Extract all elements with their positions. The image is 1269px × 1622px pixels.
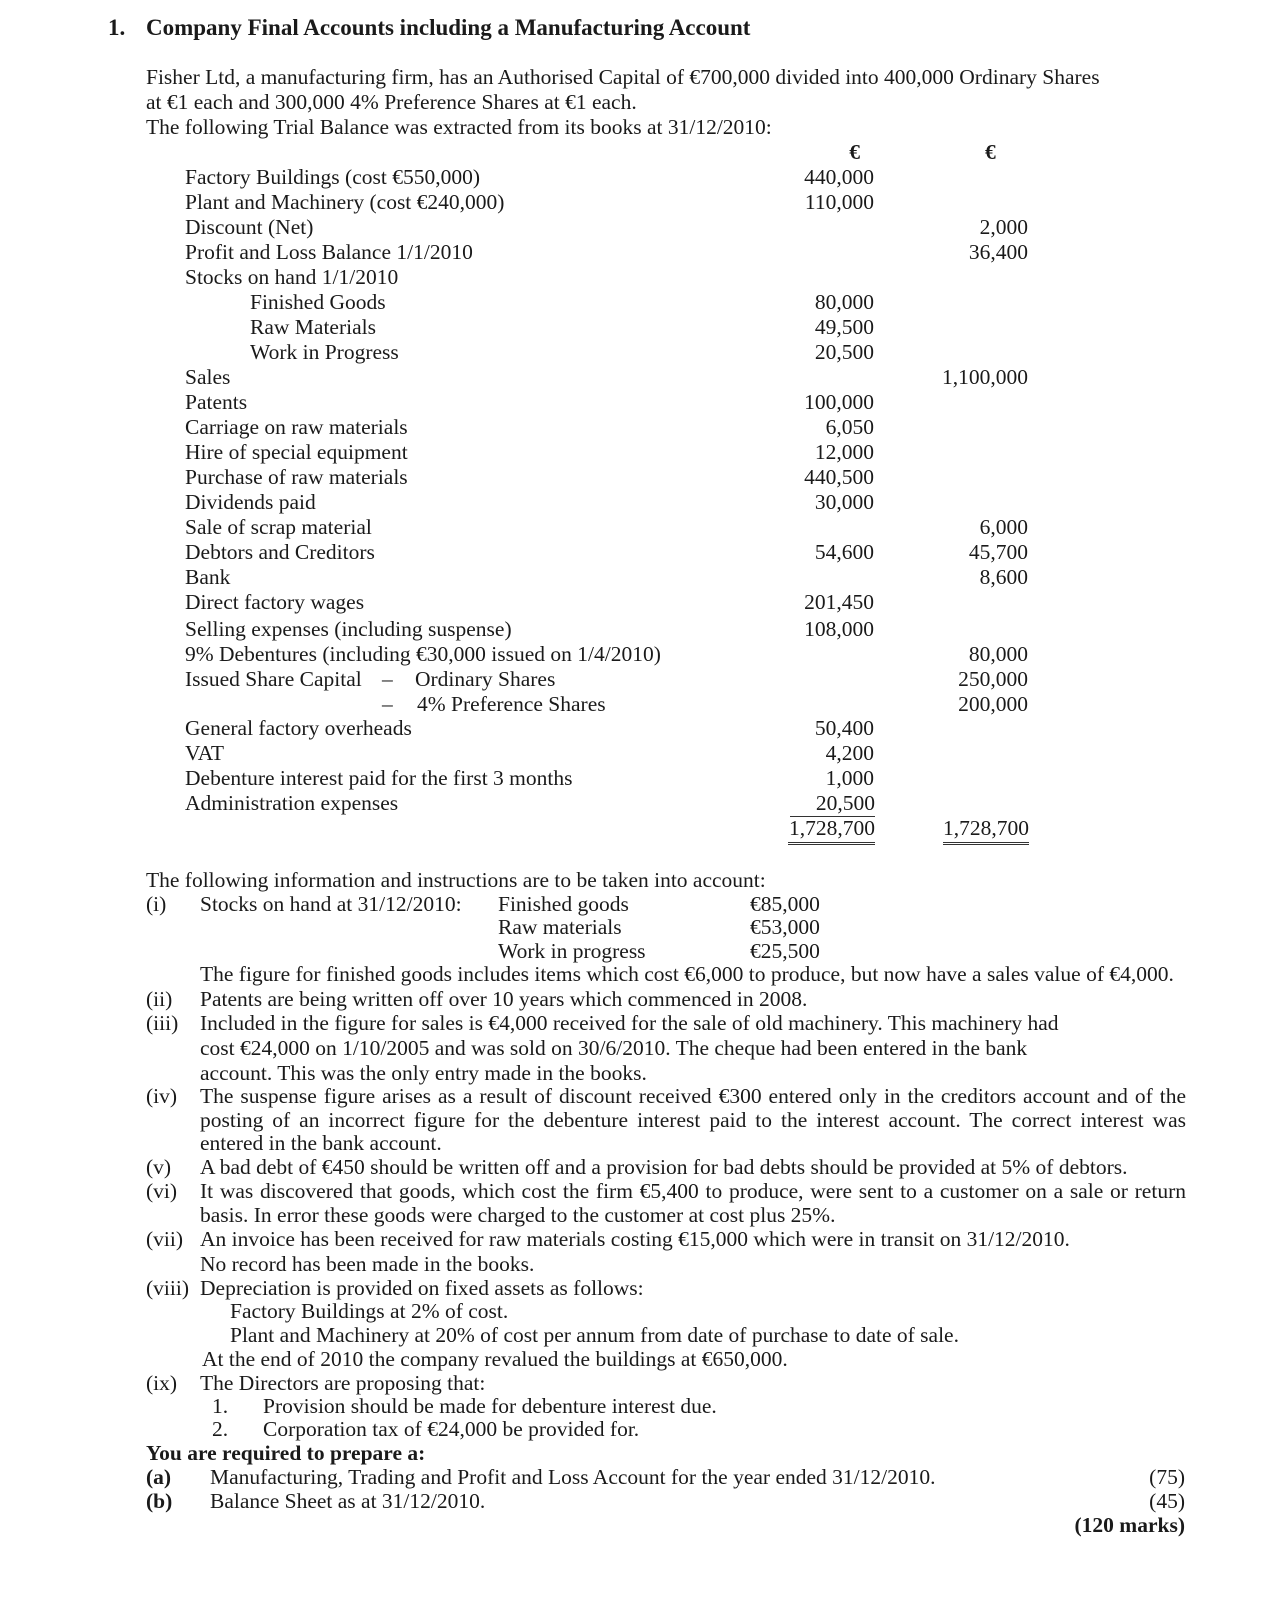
tb-label: Selling expenses (including suspense) [185, 617, 512, 641]
info-heading: The following information and instructions are to be taken into account: [146, 868, 766, 892]
tb-label: 9% Debentures (including €30,000 issued on 1/4/2010) [185, 642, 661, 666]
question-number: 1. [108, 15, 126, 40]
requirements-heading: You are required to prepare a: [146, 1441, 426, 1465]
info-text: Provision should be made for debenture interest due. [263, 1394, 717, 1418]
tb-dash: – [382, 667, 393, 691]
tb-label: Sale of scrap material [185, 515, 372, 539]
info-marker: (vii) [146, 1227, 184, 1251]
info-marker: (ix) [146, 1371, 178, 1395]
stock-value: €25,500 [750, 939, 820, 963]
info-text: It was discovered that goods, which cost the firm €5,400 to produce, were sent to a customer on a sale or return [200, 1179, 1186, 1203]
credit-currency-header: € [985, 140, 996, 164]
info-text: Plant and Machinery at 20% of cost per annum from date of purchase to date of sale. [230, 1323, 959, 1347]
intro-line-1: Fisher Ltd, a manufacturing firm, has an Authorised Capital of €700,000 divided into 400,000 Ordinary Shares [146, 65, 1100, 89]
tb-credit: 1,100,000 [942, 365, 1028, 389]
tb-credit: 36,400 [968, 240, 1028, 264]
stock-name: Work in progress [498, 939, 646, 963]
tb-debit: 4,200 [825, 741, 874, 765]
tb-debit: 20,500 [814, 340, 874, 364]
intro-line-2: at €1 each and 300,000 4% Preference Shares at €1 each. [146, 90, 637, 114]
info-marker: (iii) [146, 1011, 179, 1035]
tb-credit: 2,000 [979, 215, 1028, 239]
requirement-label: (a) [146, 1465, 172, 1489]
tb-debit: 20,500 [790, 793, 875, 817]
tb-debit: 12,000 [814, 440, 874, 464]
info-text: A bad debt of €450 should be written off and a provision for bad debts should be provided at 5% of debtors. [200, 1155, 1128, 1179]
info-text: posting of an incorrect figure for the debenture interest paid to the interest account. The correct interest was [200, 1108, 1186, 1132]
info-marker: (vi) [146, 1179, 178, 1203]
info-text: Factory Buildings at 2% of cost. [230, 1299, 509, 1323]
tb-label: Purchase of raw materials [185, 465, 408, 489]
tb-label: Factory Buildings (cost €550,000) [185, 165, 481, 189]
tb-debit: 100,000 [804, 390, 874, 414]
tb-debit: 50,400 [814, 716, 874, 740]
info-item-number: 1. [212, 1394, 229, 1418]
info-text: basis. In error these goods were charged to the customer at cost plus 25%. [200, 1203, 836, 1227]
tb-label: Work in Progress [250, 340, 399, 364]
tb-debit: 201,450 [804, 590, 874, 614]
tb-label: Patents [185, 390, 248, 414]
tb-label: Discount (Net) [185, 215, 314, 239]
info-marker: (i) [146, 892, 167, 916]
tb-label: VAT [185, 741, 225, 765]
info-text: No record has been made in the books. [200, 1252, 535, 1276]
tb-debit: 30,000 [814, 490, 874, 514]
tb-credit: 250,000 [958, 667, 1028, 691]
tb-debit-total: 1,728,700 [788, 818, 875, 845]
info-marker: (ii) [146, 987, 173, 1011]
tb-credit: 8,600 [979, 565, 1028, 589]
tb-credit: 80,000 [968, 642, 1028, 666]
info-text: Depreciation is provided on fixed assets as follows: [200, 1276, 644, 1300]
requirement-marks: (45) [1149, 1489, 1185, 1513]
tb-credit-total: 1,728,700 [943, 818, 1029, 845]
tb-label: Debtors and Creditors [185, 540, 375, 564]
tb-label: Hire of special equipment [185, 440, 408, 464]
stock-value: €53,000 [750, 915, 820, 939]
info-text: The suspense figure arises as a result of discount received €300 entered only in the creditors account and of the [200, 1084, 1186, 1108]
info-marker: (iv) [146, 1084, 178, 1108]
info-text: An invoice has been received for raw materials costing €15,000 which were in transit on 31/12/2010. [200, 1227, 1070, 1251]
stock-value: €85,000 [750, 892, 820, 916]
info-marker: (viii) [146, 1276, 189, 1300]
info-text: The Directors are proposing that: [200, 1371, 486, 1395]
tb-debit: 6,050 [825, 415, 874, 439]
tb-debit: 1,000 [825, 766, 874, 790]
tb-label: Bank [185, 565, 231, 589]
tb-debit: 108,000 [804, 617, 874, 641]
tb-label: Debenture interest paid for the first 3 months [185, 766, 573, 790]
requirement-text: Manufacturing, Trading and Profit and Loss Account for the year ended 31/12/2010. [210, 1465, 936, 1489]
requirement-text: Balance Sheet as at 31/12/2010. [210, 1489, 486, 1513]
tb-label: Dividends paid [185, 490, 316, 514]
tb-dash: – [382, 692, 393, 716]
tb-label: Stocks on hand 1/1/2010 [185, 265, 399, 289]
tb-label: Raw Materials [250, 315, 376, 339]
tb-debit: 49,500 [814, 315, 874, 339]
info-marker: (v) [146, 1155, 172, 1179]
tb-sublabel: 4% Preference Shares [417, 692, 606, 716]
info-text: Stocks on hand at 31/12/2010: [200, 892, 462, 916]
tb-debit: 80,000 [814, 290, 874, 314]
stock-name: Raw materials [498, 915, 622, 939]
info-text: The figure for finished goods includes items which cost €6,000 to produce, but now have a sales value of €4,000. [200, 962, 1174, 986]
tb-debit: 54,600 [814, 540, 874, 564]
tb-debit: 110,000 [804, 190, 874, 214]
tb-credit: 200,000 [958, 692, 1028, 716]
info-text: At the end of 2010 the company revalued the buildings at €650,000. [202, 1347, 788, 1371]
tb-credit: 6,000 [979, 515, 1028, 539]
question-title: Company Final Accounts including a Manufacturing Account [146, 15, 751, 40]
tb-label: Direct factory wages [185, 590, 365, 614]
tb-label: Profit and Loss Balance 1/1/2010 [185, 240, 473, 264]
stock-name: Finished goods [498, 892, 629, 916]
info-text: account. This was the only entry made in the books. [200, 1061, 647, 1085]
intro-line-3: The following Trial Balance was extracted from its books at 31/12/2010: [146, 115, 772, 139]
info-text: Corporation tax of €24,000 be provided for. [263, 1417, 640, 1441]
info-item-number: 2. [212, 1417, 229, 1441]
info-text: entered in the bank account. [200, 1131, 442, 1155]
tb-debit: 440,500 [804, 465, 874, 489]
tb-label: Sales [185, 365, 231, 389]
tb-credit: 45,700 [968, 540, 1028, 564]
tb-label: General factory overheads [185, 716, 412, 740]
info-text: Included in the figure for sales is €4,000 received for the sale of old machinery. This machinery had [200, 1011, 1059, 1035]
tb-sublabel: Ordinary Shares [415, 667, 556, 691]
total-marks: (120 marks) [1074, 1513, 1185, 1537]
info-text: Patents are being written off over 10 years which commenced in 2008. [200, 987, 808, 1011]
requirement-label: (b) [146, 1489, 173, 1513]
requirement-marks: (75) [1149, 1465, 1185, 1489]
info-text: cost €24,000 on 1/10/2005 and was sold on 30/6/2010. The cheque had been entered in the bank [200, 1036, 1028, 1060]
tb-label: Finished Goods [250, 290, 386, 314]
tb-debit: 440,000 [804, 165, 874, 189]
tb-label: Issued Share Capital [185, 667, 362, 691]
tb-label: Plant and Machinery (cost €240,000) [185, 190, 505, 214]
tb-label: Administration expenses [185, 791, 399, 815]
tb-label: Carriage on raw materials [185, 415, 408, 439]
debit-currency-header: € [849, 140, 860, 164]
